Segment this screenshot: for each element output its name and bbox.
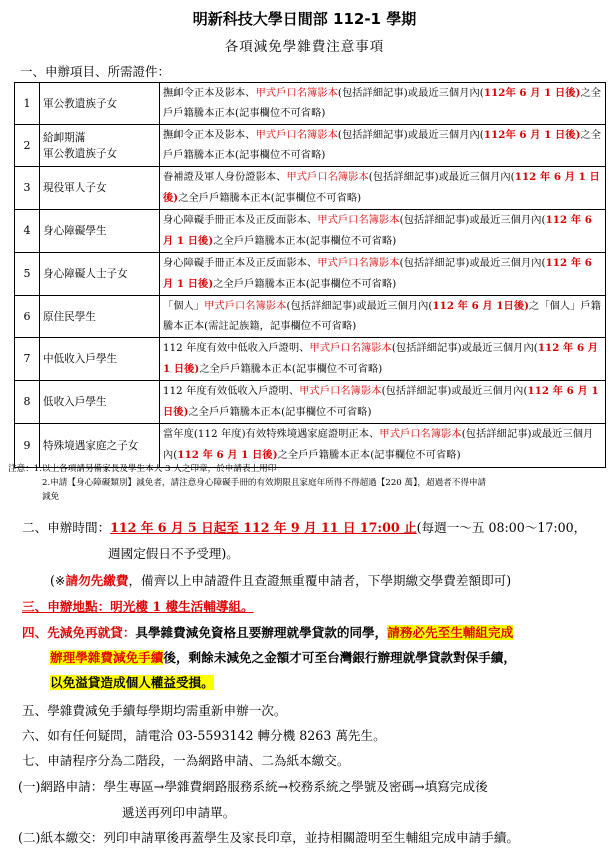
section-4-line3: 以免溢貸造成個人權益受損。 (50, 675, 214, 690)
section-3: 三、申辦地點：明光樓 1 樓生活輔導組。 (22, 599, 254, 614)
section-7-paper: (二)紙本繳交：列印申請單後再蓋學生及家長印章，並持相關證明至生輔組完成申請手續。 (18, 830, 519, 845)
section-2-note: (※請勿先繳費，備齊以上申請證件且查證無重覆申請者，下學期繳交學費差額即可) (50, 573, 512, 588)
note-2: 2.申請【身心障礙類別】減免者，請注意身心障礙手冊的有效期限且家庭年所得不得超過【220 萬】，超過者不得申請 (42, 478, 487, 488)
section-1-heading: 一、申辦項目、所需證件： (20, 64, 171, 79)
table-row (15, 253, 606, 296)
row-number: 8 (15, 381, 40, 424)
row-documents: 身心障礙手冊正本及正反面影本、甲式戶口名簿影本(包括詳細記事)或最近三個月內(112 年 6 月 1 日後)之全戶戶籍騰本正本(記事欄位不可省略) (160, 253, 606, 296)
row-number: 7 (15, 338, 40, 381)
table-row (15, 83, 606, 125)
row-category: 中低收入戶學生 (40, 338, 160, 381)
table-row (15, 381, 606, 424)
page-title: 明新科技大學日間部 112-1 學期 (192, 10, 417, 28)
row-category: 特殊境遇家庭之子女 (40, 424, 160, 468)
row-category: 原住民學生 (40, 296, 160, 338)
section-2: 二、申辦時間：112 年 6 月 5 日起至 112 年 9 月 11 日 17:00 止(每週一～五 08:00～17:00， (22, 520, 587, 535)
section-7-online-cont: 遞送再列印申請單。 (122, 805, 236, 820)
row-number: 5 (15, 253, 40, 296)
apply-period: 112 年 6 月 5 日起至 112 年 9 月 11 日 17:00 止 (110, 520, 417, 535)
table-row (15, 296, 606, 338)
row-documents: 眷補證及軍人身份證影本、甲式戶口名簿影本(包括詳細記事)或最近三個月內(112 年 6 月 1 日後)之全戶戶籍騰本正本(記事欄位不可省略) (160, 167, 606, 210)
row-category: 身心障礙學生 (40, 210, 160, 253)
page-subtitle: 各項減免學雜費注意事項 (224, 39, 385, 55)
no-prepay: 請勿先繳費 (65, 573, 129, 588)
row-documents: 當年度(112 年度)有效特殊境遇家庭證明正本、甲式戶口名簿影本(包括詳細記事)或最近三個月內(112 年 6 月 1 日後)之全戶戶籍騰本正本(記事欄位不可省略) (160, 424, 606, 468)
row-number: 1 (15, 83, 40, 125)
table-row (15, 424, 606, 468)
notes (8, 462, 604, 504)
row-documents: 112 年度有效低收入戶證明、甲式戶口名簿影本(包括詳細記事)或最近三個月內(112 年 6 月 1 日後)之全戶戶籍騰本正本(記事欄位不可省略) (160, 381, 606, 424)
row-number: 2 (15, 125, 40, 167)
table-row (15, 338, 606, 381)
row-category: 低收入戶學生 (40, 381, 160, 424)
row-documents: 112 年度有效中低收入戶證明、甲式戶口名簿影本(包括詳細記事)或最近三個月內(112 年 6 月 1 日後)之全戶戶籍騰本正本(記事欄位不可省略) (160, 338, 606, 381)
section-6: 六、如有任何疑問，請電洽 03-5593142 轉分機 8263 萬先生。 (22, 728, 386, 743)
table-row (15, 210, 606, 253)
row-number: 3 (15, 167, 40, 210)
row-category: 身心障礙人士子女 (40, 253, 160, 296)
note-2-cont: 減免 (42, 492, 60, 502)
section-4: 四、先減免再就貸：具學雜費減免資格且要辦理就學貸款的同學，請務必先至生輔組完成 (22, 625, 514, 640)
row-documents: 撫卹令正本及影本、甲式戶口名簿影本(包括詳細記事)或最近三個月內(112年 6 月 1 日後)之全戶戶籍騰本正本(記事欄位不可省略) (160, 83, 606, 125)
section-7-online: (一)網路申請：學生專區→學雜費網路服務系統→校務系統之學號及密碼→填寫完成後 (18, 779, 488, 794)
section-7: 七、申請程序分為二階段，一為網路申請、二為紙本繳交。 (22, 753, 350, 768)
row-documents: 「個人」甲式戶口名簿影本(包括詳細記事)或最近三個月內(112 年 6 月 1日後)之「個人」戶籍騰本正本(需註記族籍，記事欄位不可省略) (160, 296, 606, 338)
row-documents: 撫卹令正本及影本、甲式戶口名簿影本(包括詳細記事)或最近三個月內(112年 6 月 1 日後)之全戶戶籍騰本正本(記事欄位不可省略) (160, 125, 606, 167)
section-4-line2: 辦理學雜費減免手續後，剩餘未減免之金額才可至台灣銀行辦理就學貸款對保手續， (50, 650, 516, 665)
note-1: 注意：1.以上各項請另備家長及學生本人 3 人之印章，於申請表上用印 (8, 464, 277, 474)
row-documents: 身心障礙手冊正本及正反面影本、甲式戶口名簿影本(包括詳細記事)或最近三個月內(112 年 6 月 1 日後)之全戶戶籍騰本正本(記事欄位不可省略) (160, 210, 606, 253)
row-number: 9 (15, 424, 40, 468)
row-number: 4 (15, 210, 40, 253)
table-row (15, 125, 606, 167)
requirements-table (14, 82, 606, 468)
section-5: 五、學雜費減免手續每學期均需重新申辦一次。 (22, 703, 287, 718)
row-number: 6 (15, 296, 40, 338)
row-category: 給卹期滿 軍公教遺族子女 (40, 125, 160, 167)
row-category: 現役軍人子女 (40, 167, 160, 210)
table-row (15, 167, 606, 210)
section-2-line2: 週國定假日不予受理)。 (108, 546, 239, 561)
row-category: 軍公教遺族子女 (40, 83, 160, 125)
